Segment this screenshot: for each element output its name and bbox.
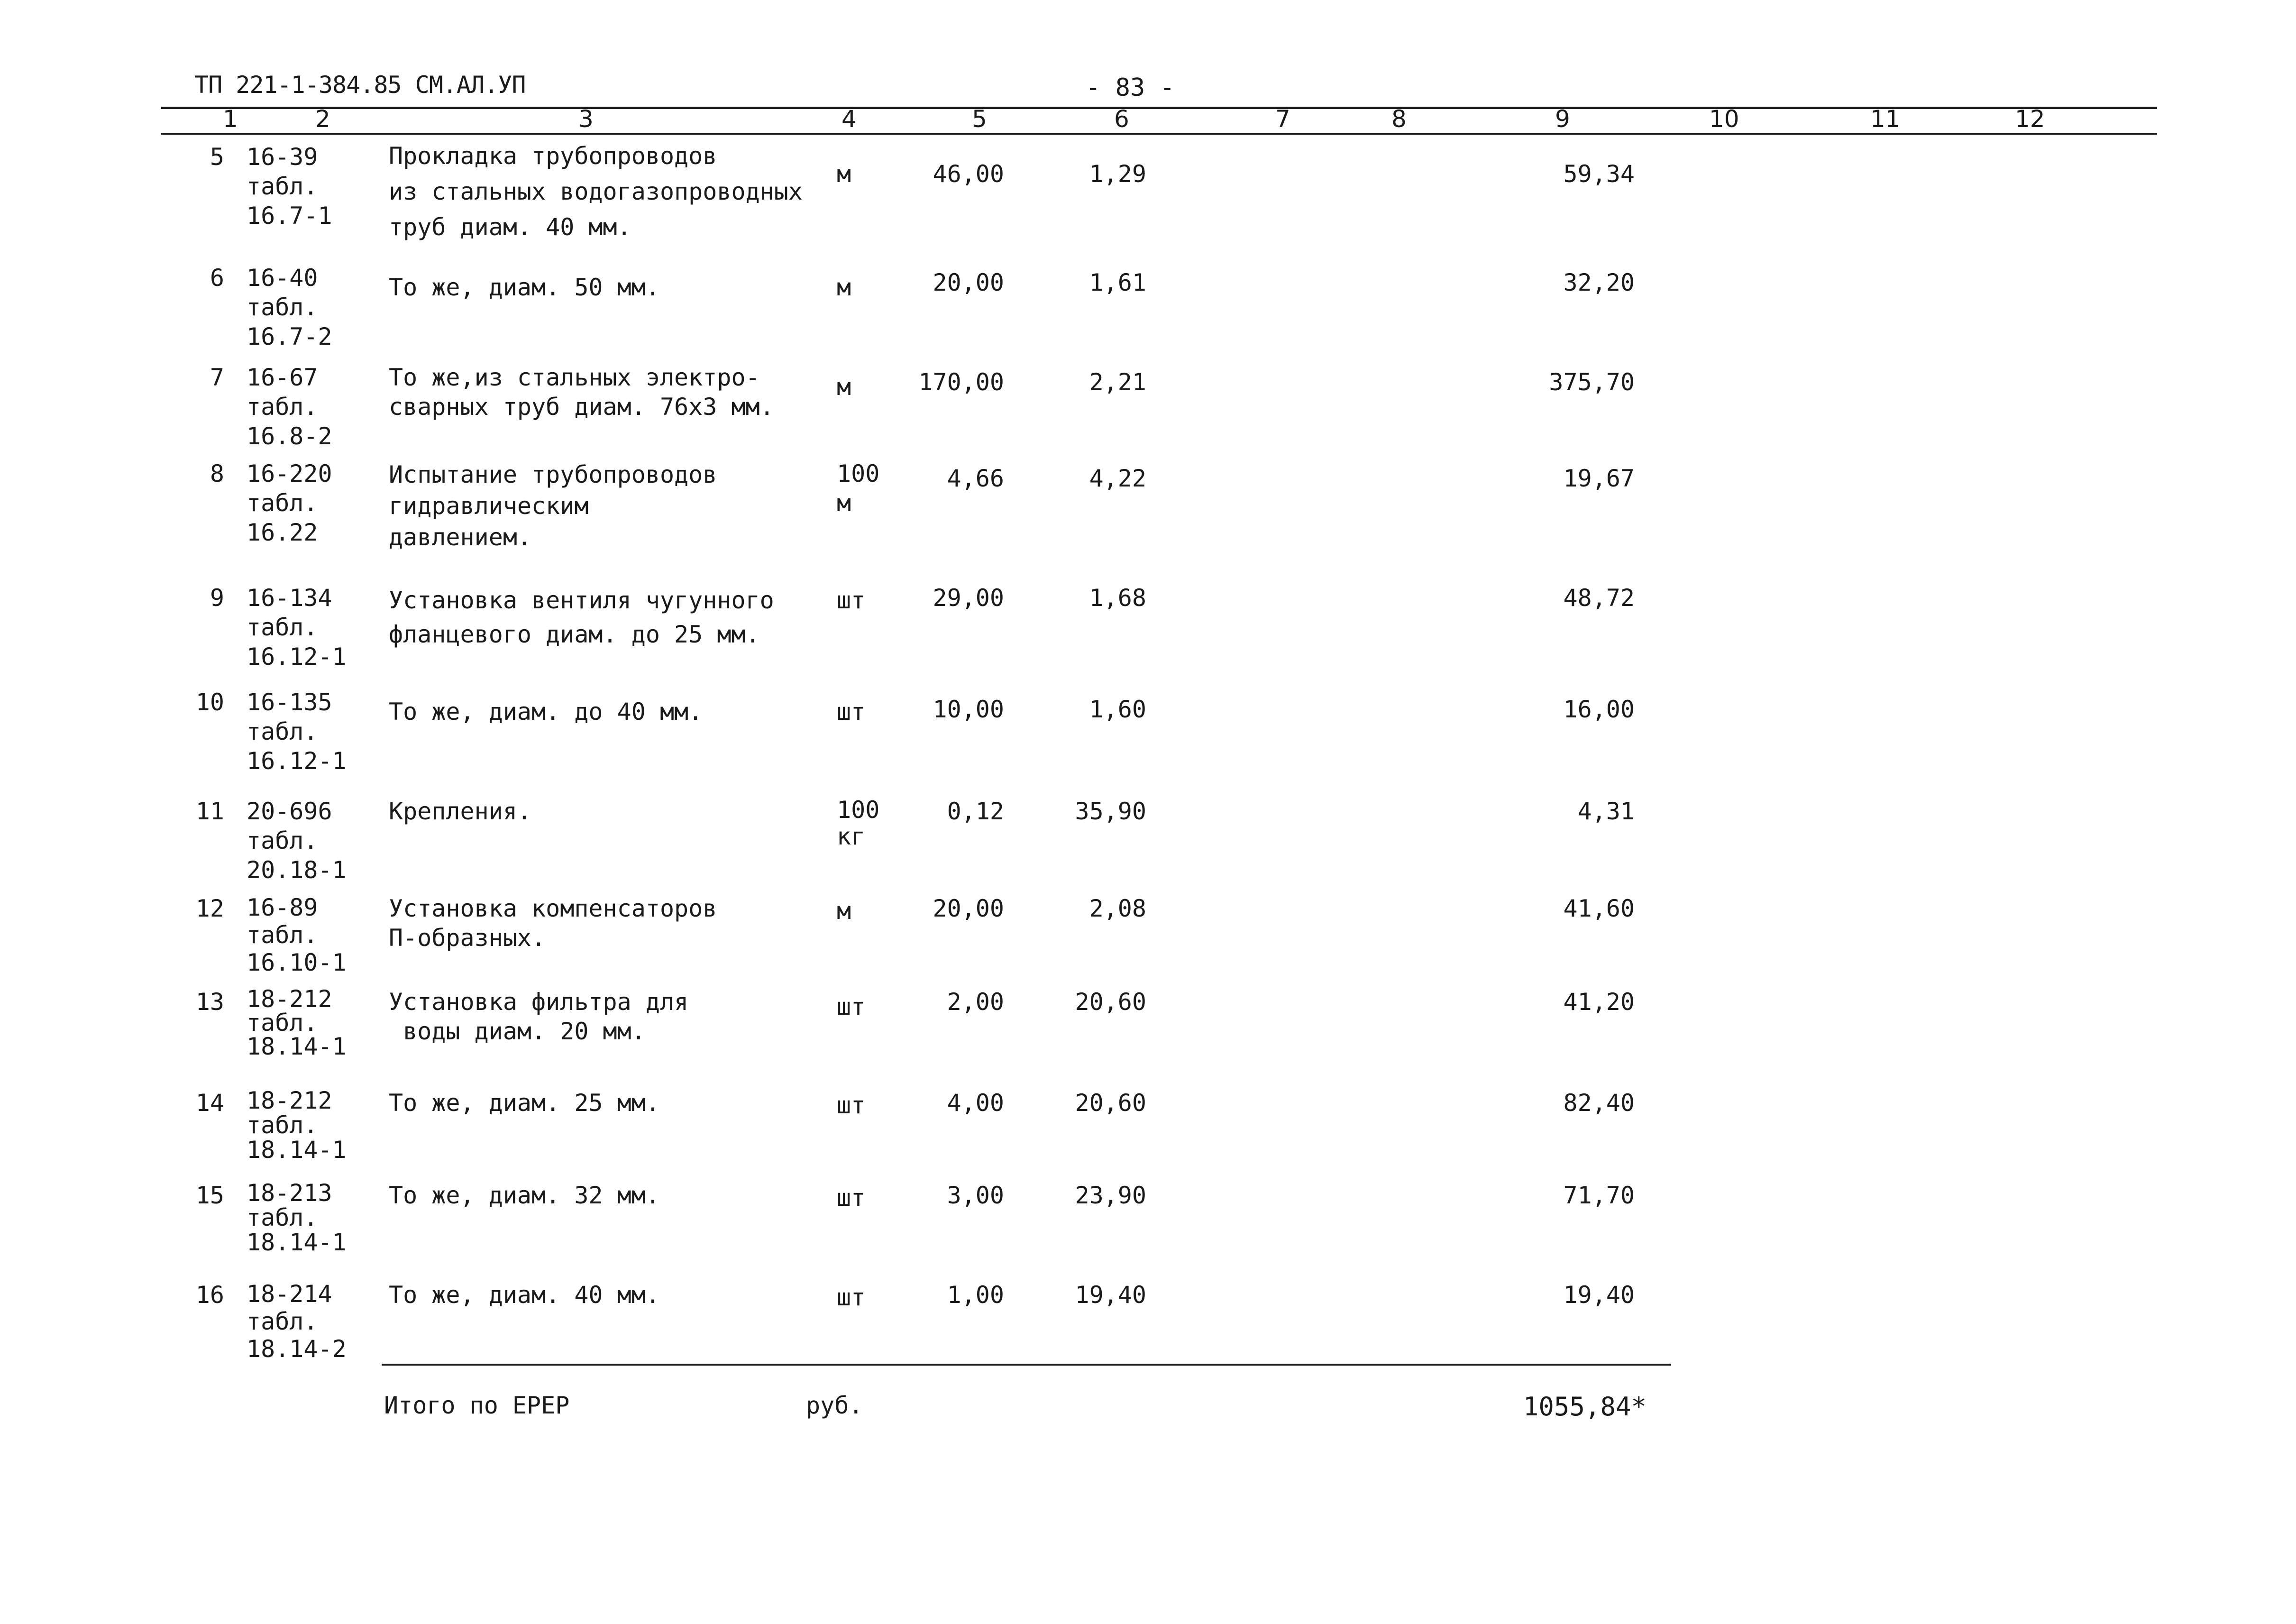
unit: шт bbox=[837, 698, 866, 725]
row-total: 59,34 bbox=[1563, 160, 1635, 188]
row-total: 71,70 bbox=[1563, 1182, 1635, 1209]
work-description: Установка компенсаторов П-образных. bbox=[389, 895, 717, 952]
unit-price: 1,68 bbox=[1089, 584, 1146, 612]
unit-price: 19,40 bbox=[1075, 1281, 1146, 1309]
column-header-3: 3 bbox=[578, 105, 594, 133]
column-header-1: 1 bbox=[223, 105, 238, 133]
unit: шт bbox=[837, 1284, 866, 1311]
summary-label: Итого по ЕРЕР bbox=[384, 1392, 570, 1419]
unit-price: 35,90 bbox=[1075, 798, 1146, 825]
unit: м bbox=[837, 160, 851, 188]
unit: шт bbox=[837, 993, 866, 1020]
rate-code: 16-39 табл. 16.7-1 bbox=[247, 143, 332, 229]
rate-code: 18-214 табл. 18.14-2 bbox=[247, 1280, 347, 1363]
column-header-8: 8 bbox=[1391, 105, 1407, 133]
unit-price: 1,61 bbox=[1089, 269, 1146, 296]
unit-price: 4,22 bbox=[1089, 465, 1146, 492]
row-total: 41,20 bbox=[1563, 988, 1635, 1016]
row-number: 9 bbox=[210, 584, 224, 612]
summary-rule bbox=[382, 1364, 1671, 1366]
rate-code: 16-67 табл. 16.8-2 bbox=[247, 364, 332, 450]
row-number: 7 bbox=[210, 364, 224, 391]
rate-code: 16-220 табл. 16.22 bbox=[247, 460, 332, 546]
work-description: То же,из стальных электро- сварных труб диам. 76х3 мм. bbox=[389, 364, 774, 421]
unit: шт bbox=[837, 1092, 866, 1119]
unit: м bbox=[837, 897, 851, 925]
row-number: 12 bbox=[195, 895, 224, 922]
quantity: 29,00 bbox=[933, 584, 1004, 612]
column-header-10: 10 bbox=[1709, 105, 1739, 133]
work-description: То же, диам. 32 мм. bbox=[389, 1182, 660, 1209]
quantity: 4,00 bbox=[947, 1089, 1004, 1117]
row-total: 19,67 bbox=[1563, 465, 1635, 492]
row-number: 5 bbox=[210, 143, 224, 171]
row-number: 15 bbox=[195, 1182, 224, 1209]
column-header-9: 9 bbox=[1555, 105, 1570, 133]
unit: м bbox=[837, 274, 851, 301]
header-rule-bottom bbox=[161, 133, 2157, 135]
row-total: 82,40 bbox=[1563, 1089, 1635, 1117]
rate-code: 16-40 табл. 16.7-2 bbox=[247, 264, 332, 350]
unit: 100 м bbox=[837, 460, 880, 517]
column-header-2: 2 bbox=[315, 105, 330, 133]
column-header-4: 4 bbox=[842, 105, 857, 133]
rate-code: 16-135 табл. 16.12-1 bbox=[247, 688, 347, 775]
quantity: 20,00 bbox=[933, 269, 1004, 296]
unit-price: 2,21 bbox=[1089, 368, 1146, 396]
work-description: То же, диам. 50 мм. bbox=[389, 274, 660, 301]
row-number: 10 bbox=[195, 688, 224, 716]
unit-price: 2,08 bbox=[1089, 895, 1146, 922]
rate-code: 18-212 табл. 18.14-1 bbox=[247, 1087, 347, 1164]
row-total: 32,20 bbox=[1563, 269, 1635, 296]
work-description: То же, диам. до 40 мм. bbox=[389, 698, 703, 725]
work-description: Установка фильтра для воды диам. 20 мм. bbox=[389, 988, 689, 1045]
quantity: 10,00 bbox=[933, 696, 1004, 723]
rate-code: 16-89 табл. 16.10-1 bbox=[247, 894, 347, 976]
summary-unit: руб. bbox=[806, 1392, 863, 1419]
row-number: 13 bbox=[195, 988, 224, 1016]
rate-code: 16-134 табл. 16.12-1 bbox=[247, 584, 347, 670]
quantity: 0,12 bbox=[947, 798, 1004, 825]
row-number: 11 bbox=[195, 798, 224, 825]
column-header-12: 12 bbox=[2015, 105, 2045, 133]
column-header-5: 5 bbox=[972, 105, 987, 133]
row-number: 16 bbox=[195, 1281, 224, 1309]
rate-code: 20-696 табл. 20.18-1 bbox=[247, 798, 347, 884]
work-description: Установка вентиля чугунного фланцевого диам. до 25 мм. bbox=[389, 587, 774, 648]
quantity: 20,00 bbox=[933, 895, 1004, 922]
rate-code: 18-213 табл. 18.14-1 bbox=[247, 1179, 347, 1256]
row-total: 16,00 bbox=[1563, 696, 1635, 723]
row-total: 375,70 bbox=[1549, 368, 1635, 396]
column-header-11: 11 bbox=[1870, 105, 1901, 133]
work-description: Крепления. bbox=[389, 798, 532, 825]
unit: м bbox=[837, 373, 851, 401]
column-header-6: 6 bbox=[1114, 105, 1129, 133]
work-description: То же, диам. 25 мм. bbox=[389, 1089, 660, 1117]
unit-price: 1,60 bbox=[1089, 696, 1146, 723]
unit-price: 20,60 bbox=[1075, 1089, 1146, 1117]
row-number: 6 bbox=[210, 264, 224, 292]
doc-code: ТП 221-1-384.85 СМ.АЛ.УП bbox=[194, 71, 526, 99]
work-description: Испытание трубопроводов гидравлическим давлением. bbox=[389, 461, 717, 551]
unit-price: 20,60 bbox=[1075, 988, 1146, 1016]
row-total: 48,72 bbox=[1563, 584, 1635, 612]
work-description: То же, диам. 40 мм. bbox=[389, 1281, 660, 1309]
unit: 100 кг bbox=[837, 796, 880, 850]
column-header-7: 7 bbox=[1275, 105, 1290, 133]
row-total: 19,40 bbox=[1563, 1281, 1635, 1309]
quantity: 4,66 bbox=[947, 465, 1004, 492]
quantity: 2,00 bbox=[947, 988, 1004, 1016]
row-number: 8 bbox=[210, 460, 224, 487]
rate-code: 18-212 табл. 18.14-1 bbox=[247, 985, 347, 1060]
quantity: 3,00 bbox=[947, 1182, 1004, 1209]
page-number: - 83 - bbox=[1086, 73, 1175, 102]
header-rule-top bbox=[161, 107, 2157, 109]
unit: шт bbox=[837, 587, 866, 614]
row-total: 4,31 bbox=[1577, 798, 1635, 825]
unit-price: 23,90 bbox=[1075, 1182, 1146, 1209]
summary-total: 1055,84* bbox=[1523, 1392, 1647, 1422]
unit: шт bbox=[837, 1184, 866, 1211]
unit-price: 1,29 bbox=[1089, 160, 1146, 188]
row-number: 14 bbox=[195, 1089, 224, 1117]
quantity: 1,00 bbox=[947, 1281, 1004, 1309]
row-total: 41,60 bbox=[1563, 895, 1635, 922]
quantity: 170,00 bbox=[918, 368, 1004, 396]
work-description: Прокладка трубопроводов из стальных водогазопроводных труб диам. 40 мм. bbox=[389, 142, 803, 241]
quantity: 46,00 bbox=[933, 160, 1004, 188]
